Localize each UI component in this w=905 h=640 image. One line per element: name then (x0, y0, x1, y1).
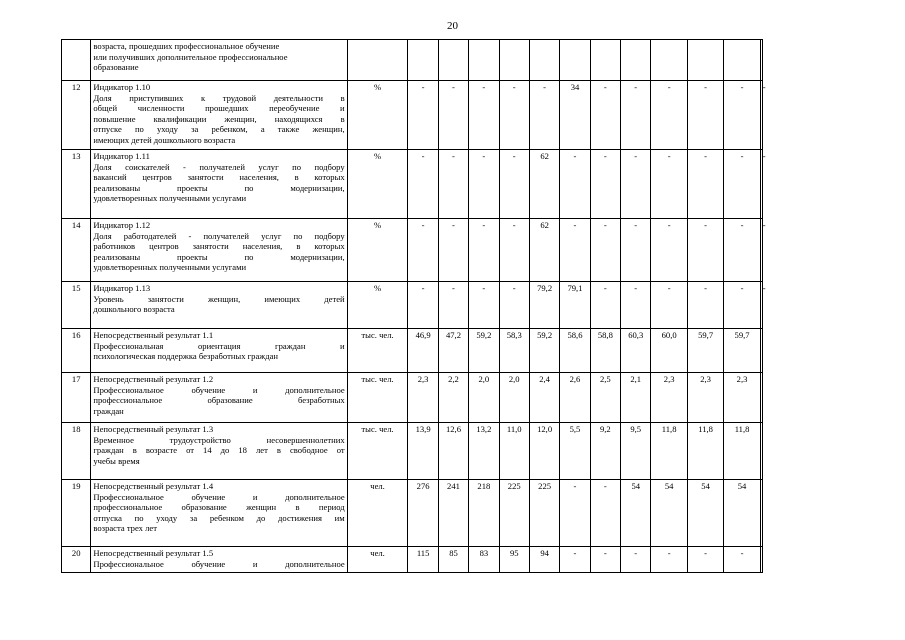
description-line: реализованы проекты по модернизации, (93, 182, 345, 193)
row-unit: % (347, 150, 408, 219)
row-description (91, 40, 347, 81)
value-cell: - (621, 547, 651, 573)
value-cell: - (724, 81, 760, 150)
description-line: отпуске по уходу за ребенком, а также женщин, (93, 124, 345, 135)
value-cell: - (469, 282, 499, 329)
value-cell: - (760, 282, 762, 329)
description-line: дошкольного возраста (93, 304, 175, 315)
value-cell: 58,8 (590, 329, 620, 373)
description-line: Профессиональное обучение и дополнительное (93, 558, 345, 569)
description-line: профессиональное образование безработных (93, 395, 345, 406)
row-number: 12 (62, 81, 91, 150)
value-cell: - (724, 547, 760, 573)
value-cell: - (560, 480, 590, 547)
value-cell: - (438, 81, 468, 150)
value-cell: 59,7 (687, 329, 723, 373)
row-unit: чел. (347, 480, 408, 547)
description-line: Доля работодателей - получателей услуг по подбору (93, 230, 345, 241)
value-cell: - (621, 219, 651, 282)
value-cell (560, 40, 590, 81)
table-row (62, 282, 763, 329)
value-cell: 225 (499, 480, 529, 547)
row-description (91, 480, 347, 547)
value-cell: 2,5 (590, 373, 620, 423)
value-cell: - (499, 150, 529, 219)
description-line: Непосредственный результат 1.1 (93, 330, 214, 340)
row-number: 14 (62, 219, 91, 282)
value-cell: - (724, 219, 760, 282)
value-cell: 54 (687, 480, 723, 547)
value-cell: - (651, 219, 687, 282)
description-line: общей численности прошедших переобучение и (93, 103, 345, 114)
value-cell: 13,9 (408, 423, 438, 480)
row-unit: % (347, 219, 408, 282)
description-line: профессиональное образование женщин в период (93, 502, 345, 513)
value-cell: 218 (469, 480, 499, 547)
description-line: образование (93, 62, 139, 73)
value-cell (621, 40, 651, 81)
row-number: 15 (62, 282, 91, 329)
description-line: возраста трех лет (93, 523, 157, 534)
value-cell: - (438, 150, 468, 219)
row-description (91, 329, 347, 373)
value-cell: 11,8 (724, 423, 760, 480)
value-cell: - (469, 150, 499, 219)
value-cell: 79,2 (529, 282, 559, 329)
value-cell: - (687, 547, 723, 573)
value-cell: - (651, 150, 687, 219)
row-number (62, 40, 91, 81)
description-line: Уровень занятости женщин, имеющих детей (93, 293, 345, 304)
value-cell: - (529, 81, 559, 150)
value-cell: 46,9 (408, 329, 438, 373)
value-cell: 60,0 (651, 329, 687, 373)
value-cell: 58,3 (499, 329, 529, 373)
value-cell: - (408, 219, 438, 282)
table-row (62, 329, 763, 373)
row-description (91, 423, 347, 480)
description-line: работников центров занятости населения, в которых (93, 241, 345, 252)
value-cell: 2,3 (724, 373, 760, 423)
value-cell: 62 (529, 150, 559, 219)
row-number: 18 (62, 423, 91, 480)
description-line: учебы время (93, 455, 140, 466)
value-cell: 115 (408, 547, 438, 573)
value-cell: - (687, 219, 723, 282)
value-cell (760, 423, 762, 480)
table-row (62, 40, 763, 81)
value-cell: - (590, 81, 620, 150)
value-cell: - (560, 219, 590, 282)
value-cell: - (590, 282, 620, 329)
indicators-table (61, 39, 766, 573)
value-cell: - (760, 150, 762, 219)
value-cell: - (499, 81, 529, 150)
value-cell: 2,3 (408, 373, 438, 423)
row-unit: тыс. чел. (347, 423, 408, 480)
value-cell: 47,2 (438, 329, 468, 373)
table-row (62, 150, 763, 219)
value-cell: 59,2 (529, 329, 559, 373)
value-cell (529, 40, 559, 81)
value-cell: - (621, 282, 651, 329)
description-line: удовлетворенных полученными услугами (93, 193, 247, 204)
row-number: 17 (62, 373, 91, 423)
description-line: Непосредственный результат 1.5 (93, 548, 214, 558)
description-line: или получивших дополнительное профессиональное (93, 51, 288, 62)
value-cell: - (408, 150, 438, 219)
table-row (62, 480, 763, 547)
value-cell: 11,8 (687, 423, 723, 480)
value-cell: 11,0 (499, 423, 529, 480)
value-cell: - (469, 219, 499, 282)
value-cell: 94 (529, 547, 559, 573)
description-line: граждан (93, 405, 124, 416)
value-cell: - (408, 81, 438, 150)
value-cell: - (590, 480, 620, 547)
value-cell (760, 373, 762, 423)
row-unit (347, 40, 408, 81)
value-cell: 34 (560, 81, 590, 150)
description-line: Профессиональная ориентация граждан и (93, 340, 345, 351)
value-cell: 2,6 (560, 373, 590, 423)
row-description (91, 547, 347, 573)
description-line: реализованы проекты по модернизации, (93, 251, 345, 262)
value-cell: - (651, 547, 687, 573)
value-cell: 12,0 (529, 423, 559, 480)
value-cell (499, 40, 529, 81)
value-cell: - (621, 150, 651, 219)
row-description (91, 150, 347, 219)
value-cell (760, 329, 762, 373)
description-line: повышение квалификации женщин, находящихся в (93, 113, 345, 124)
row-number: 13 (62, 150, 91, 219)
value-cell: - (724, 282, 760, 329)
value-cell: - (687, 81, 723, 150)
row-unit: тыс. чел. (347, 373, 408, 423)
value-cell: 225 (529, 480, 559, 547)
value-cell: 5,5 (560, 423, 590, 480)
row-number: 19 (62, 480, 91, 547)
table-body (62, 40, 766, 573)
description-line: Профессиональное обучение и дополнительное (93, 384, 345, 395)
description-line: возраста, прошедших профессиональное обучение (93, 41, 280, 51)
row-description (91, 219, 347, 282)
value-cell: - (560, 150, 590, 219)
table-row (62, 547, 763, 573)
table-row (62, 81, 763, 150)
value-cell: 62 (529, 219, 559, 282)
value-cell: 2,1 (621, 373, 651, 423)
value-cell (590, 40, 620, 81)
row-unit: % (347, 81, 408, 150)
value-cell: - (651, 81, 687, 150)
value-cell: 60,3 (621, 329, 651, 373)
value-cell: 54 (724, 480, 760, 547)
description-line: Доля соискателей - получателей услуг по подбору (93, 161, 345, 172)
value-cell: 2,3 (651, 373, 687, 423)
value-cell: 13,2 (469, 423, 499, 480)
description-line: граждан в возрасте от 14 до 18 лет в свободное от (93, 445, 345, 456)
value-cell: 2,2 (438, 373, 468, 423)
description-line: Индикатор 1.12 (93, 220, 151, 230)
table-row (62, 373, 763, 423)
value-cell (438, 40, 468, 81)
value-cell: - (499, 282, 529, 329)
value-cell: 12,6 (438, 423, 468, 480)
row-unit: тыс. чел. (347, 329, 408, 373)
page-number: 20 (447, 20, 458, 32)
value-cell: - (408, 282, 438, 329)
description-line: имеющих детей дошкольного возраста (93, 134, 236, 145)
value-cell (651, 40, 687, 81)
value-cell (408, 40, 438, 81)
value-cell: 241 (438, 480, 468, 547)
value-cell: 2,4 (529, 373, 559, 423)
description-line: Непосредственный результат 1.2 (93, 374, 214, 384)
value-cell: - (760, 219, 762, 282)
value-cell: - (651, 282, 687, 329)
value-cell: 85 (438, 547, 468, 573)
value-cell: 59,7 (724, 329, 760, 373)
description-line: Индикатор 1.10 (93, 82, 151, 92)
value-cell: 95 (499, 547, 529, 573)
value-cell: - (590, 150, 620, 219)
value-cell: - (438, 282, 468, 329)
value-cell: 9,5 (621, 423, 651, 480)
description-line: Непосредственный результат 1.4 (93, 481, 214, 491)
value-cell: - (687, 282, 723, 329)
row-description (91, 373, 347, 423)
value-cell: 9,2 (590, 423, 620, 480)
description-line: Временное трудоустройство несовершеннолетних (93, 434, 345, 445)
value-cell: - (469, 81, 499, 150)
value-cell: 276 (408, 480, 438, 547)
value-cell (469, 40, 499, 81)
value-cell: 11,8 (651, 423, 687, 480)
description-line: Индикатор 1.11 (93, 151, 150, 161)
value-cell (687, 40, 723, 81)
value-cell: 79,1 (560, 282, 590, 329)
value-cell (760, 480, 762, 547)
value-cell: 2,0 (499, 373, 529, 423)
value-cell: - (724, 150, 760, 219)
row-unit: чел. (347, 547, 408, 573)
row-number: 20 (62, 547, 91, 573)
value-cell: - (590, 547, 620, 573)
value-cell: 2,0 (469, 373, 499, 423)
value-cell: 58,6 (560, 329, 590, 373)
description-line: Непосредственный результат 1.3 (93, 424, 214, 434)
description-line: Доля приступивших к трудовой деятельности в (93, 92, 345, 103)
value-cell (760, 547, 762, 573)
description-line: Индикатор 1.13 (93, 283, 151, 293)
description-line: отпуска по уходу за ребенком до достижения им (93, 512, 345, 523)
value-cell: - (438, 219, 468, 282)
row-description (91, 282, 347, 329)
value-cell: - (590, 219, 620, 282)
description-line: вакансий центров занятости населения, в которых (93, 172, 345, 183)
value-cell (760, 40, 762, 81)
value-cell: - (499, 219, 529, 282)
row-description (91, 81, 347, 150)
value-cell: 54 (651, 480, 687, 547)
value-cell: - (760, 81, 762, 150)
value-cell: 54 (621, 480, 651, 547)
value-cell: 59,2 (469, 329, 499, 373)
description-line: психологическая поддержка безработных граждан (93, 351, 278, 362)
value-cell (724, 40, 760, 81)
description-line: удовлетворенных полученными услугами (93, 262, 247, 273)
table-row (62, 423, 763, 480)
table-row (62, 219, 763, 282)
value-cell: 83 (469, 547, 499, 573)
row-unit: % (347, 282, 408, 329)
value-cell: - (687, 150, 723, 219)
value-cell: - (560, 547, 590, 573)
row-number: 16 (62, 329, 91, 373)
value-cell: - (621, 81, 651, 150)
value-cell: 2,3 (687, 373, 723, 423)
description-line: Профессиональное обучение и дополнительное (93, 491, 345, 502)
